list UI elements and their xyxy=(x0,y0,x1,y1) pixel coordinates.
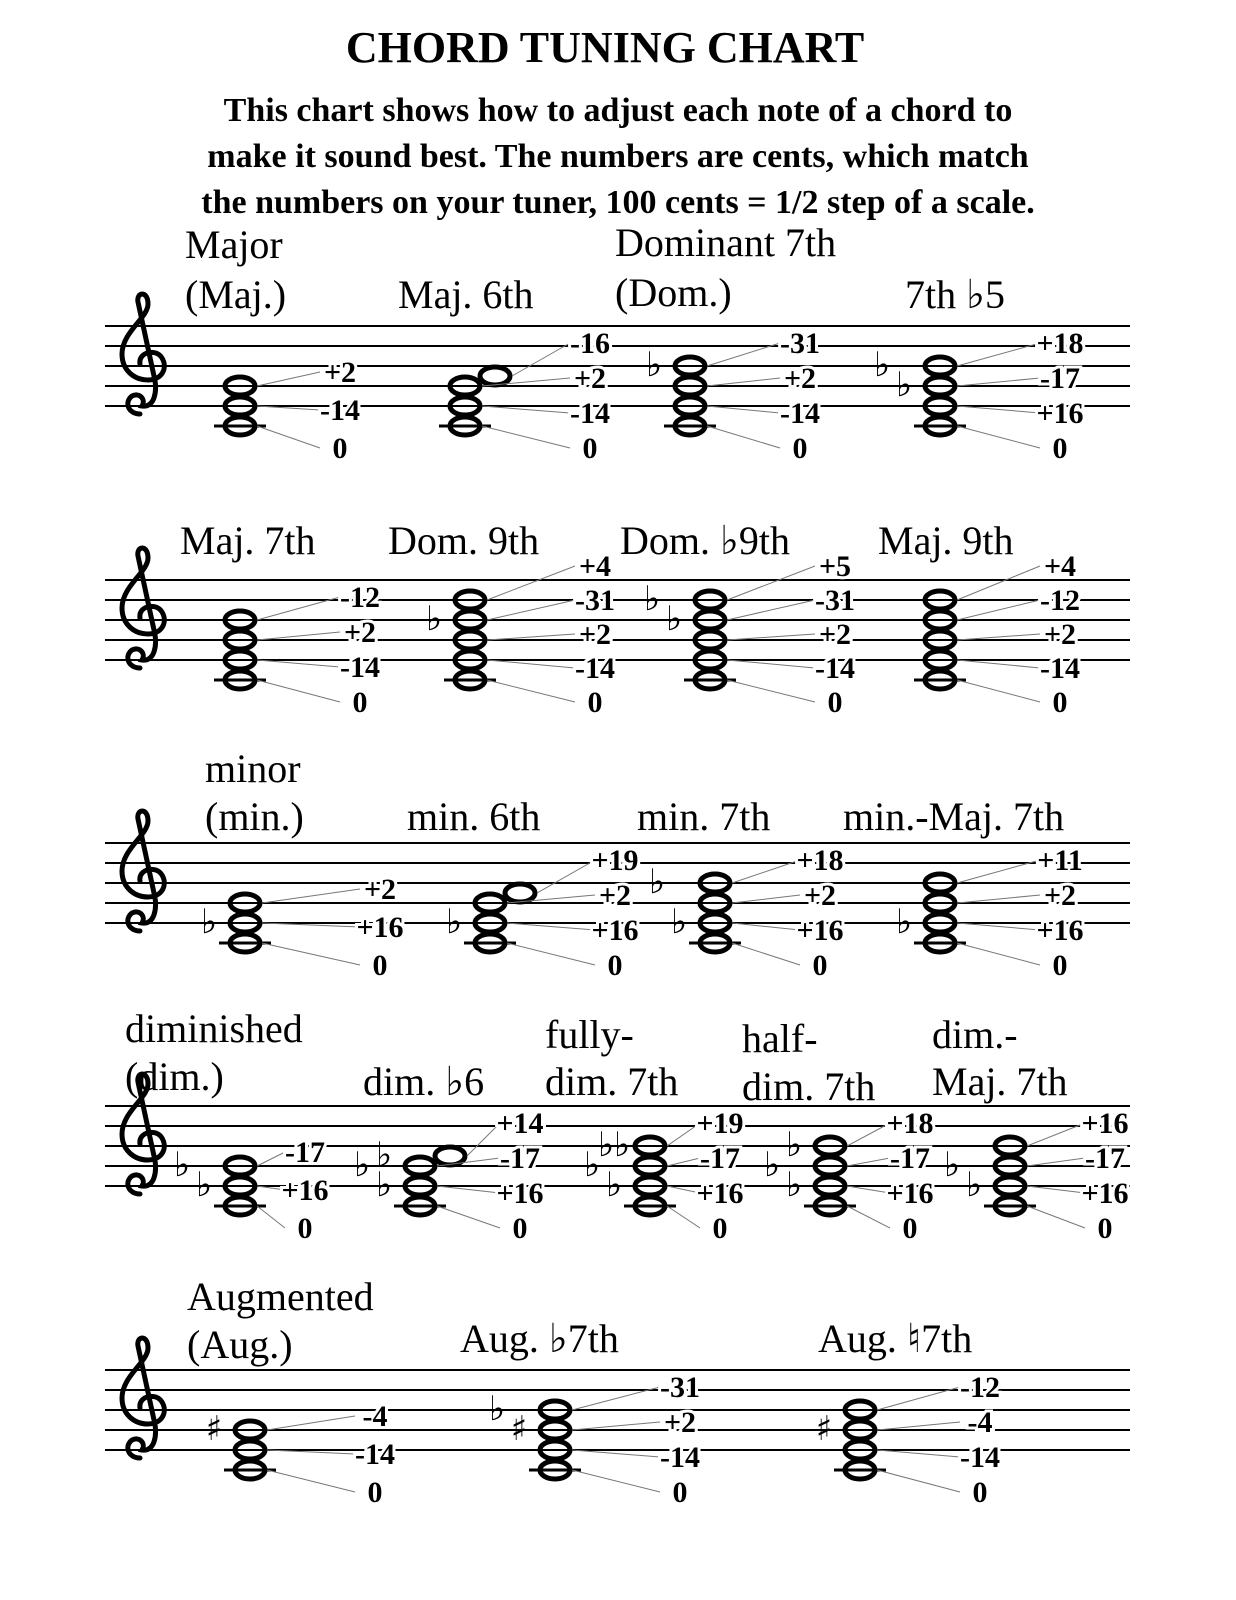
leader-line xyxy=(877,1450,960,1457)
cents-value: -16 xyxy=(570,327,610,360)
flat-icon: ♭ xyxy=(763,1145,781,1185)
flat-icon: ♭ xyxy=(785,1165,803,1205)
chord-name-label: Augmented xyxy=(187,1274,374,1319)
flat-icon: ♭ xyxy=(895,902,913,942)
chord-name-label: (Aug.) xyxy=(187,1322,293,1367)
intro-line: the numbers on your tuner, 100 cents = 1/2 step of a scale. xyxy=(201,184,1035,221)
cents-value: +2 xyxy=(598,879,632,912)
leader-line xyxy=(847,1158,890,1166)
cents-value: +16 xyxy=(1081,1177,1129,1210)
leader-line xyxy=(487,660,575,668)
leader-line xyxy=(467,1123,500,1156)
leader-line xyxy=(727,680,815,702)
cents-value: -17 xyxy=(700,1142,740,1175)
leader-line xyxy=(1027,1186,1085,1193)
cents-value: 0 xyxy=(1052,432,1068,465)
cents-value: +18 xyxy=(1036,327,1084,360)
leader-line xyxy=(957,600,1040,620)
cents-value: 0 xyxy=(582,432,598,465)
cents-value: -14 xyxy=(320,394,360,427)
cents-value: 0 xyxy=(607,949,623,982)
cents-value: +2 xyxy=(573,362,607,395)
intro-line: make it sound best. The numbers are cents, which match xyxy=(207,138,1029,175)
treble-clef-icon xyxy=(122,1338,164,1458)
chord-name-label: Aug. ♭7th xyxy=(460,1316,619,1361)
leader-line xyxy=(732,895,800,903)
leader-line xyxy=(1027,1158,1085,1166)
chord-name-label: Maj. 7th xyxy=(932,1059,1068,1104)
cents-value: -17 xyxy=(1040,362,1080,395)
cents-value: -17 xyxy=(285,1136,325,1169)
cents-value: 0 xyxy=(672,1476,688,1509)
leader-line xyxy=(512,343,570,376)
cents-value: -14 xyxy=(570,397,610,430)
flat-icon: ♭ xyxy=(665,599,683,639)
leader-line xyxy=(957,426,1040,448)
cents-value: +4 xyxy=(578,550,612,583)
leader-line xyxy=(847,1206,890,1228)
leader-line xyxy=(727,660,815,668)
cents-value: +11 xyxy=(1037,844,1083,877)
cents-value: -31 xyxy=(780,327,820,360)
leader-line xyxy=(1027,1206,1085,1228)
flat-icon: ♭ xyxy=(375,1165,393,1205)
cents-value: +2 xyxy=(323,356,357,389)
cents-value: +16 xyxy=(1081,1107,1129,1140)
cents-value: -17 xyxy=(500,1142,540,1175)
chord-name-label: min. 7th xyxy=(637,794,771,839)
leader-line xyxy=(957,378,1040,386)
cents-value: -14 xyxy=(1040,652,1080,685)
leader-line xyxy=(727,600,815,620)
cents-value: +16 xyxy=(356,911,404,944)
leader-line xyxy=(262,943,360,965)
leader-line xyxy=(957,660,1040,668)
cents-value: -12 xyxy=(960,1371,1000,1404)
cents-value: 0 xyxy=(332,432,348,465)
cents-value: +16 xyxy=(496,1177,544,1210)
cents-value: +5 xyxy=(818,550,852,583)
cents-value: 0 xyxy=(792,432,808,465)
cents-value: -17 xyxy=(890,1142,930,1175)
chord-name-label: minor xyxy=(205,746,301,791)
cents-value: -14 xyxy=(660,1441,700,1474)
cents-value: 0 xyxy=(712,1212,728,1245)
leader-line xyxy=(732,923,800,930)
leader-line xyxy=(257,1152,285,1166)
chord-name-label: Aug. ♮7th xyxy=(818,1316,973,1361)
leader-line xyxy=(572,1470,660,1492)
flat-icon: ♭ xyxy=(670,902,688,942)
chord-name-label: fully- xyxy=(545,1012,634,1057)
cents-value: +2 xyxy=(663,1406,697,1439)
cents-value: +16 xyxy=(886,1177,934,1210)
cents-value: -4 xyxy=(967,1406,993,1439)
cents-value: 0 xyxy=(1097,1212,1113,1245)
chord-name-label: (min.) xyxy=(205,794,304,839)
leader-line xyxy=(877,1470,960,1492)
leader-line xyxy=(957,680,1040,702)
cents-value: -17 xyxy=(1085,1142,1125,1175)
whole-note xyxy=(480,367,510,385)
leader-line xyxy=(257,680,340,702)
leader-line xyxy=(667,1186,700,1193)
leader-line xyxy=(957,943,1040,965)
chord-name-label: (Dom.) xyxy=(615,270,732,315)
cents-value: 0 xyxy=(512,1212,528,1245)
leader-line xyxy=(507,895,595,903)
cents-value: +16 xyxy=(1036,397,1084,430)
sharp-icon: ♯ xyxy=(815,1409,833,1449)
flat-icon: ♭ xyxy=(648,862,666,902)
leader-line xyxy=(707,406,780,413)
leader-line xyxy=(487,680,575,702)
treble-clef-icon xyxy=(122,294,164,414)
chord-name-label: dim. 7th xyxy=(545,1059,679,1104)
cents-value: -14 xyxy=(780,397,820,430)
cents-value: +14 xyxy=(496,1107,544,1140)
chord-name-label: min. 6th xyxy=(407,794,541,839)
flat-icon: ♭ xyxy=(583,1145,601,1185)
leader-line xyxy=(487,600,575,620)
flat-icon: ♭ xyxy=(445,902,463,942)
cents-value: -12 xyxy=(1040,584,1080,617)
cents-value: +2 xyxy=(818,618,852,651)
chord-name-label: min.-Maj. 7th xyxy=(843,794,1065,839)
doubleflat-icon: ♭♭ xyxy=(597,1125,631,1165)
cents-value: -4 xyxy=(362,1400,388,1433)
leader-line xyxy=(572,1450,660,1457)
flat-icon: ♭ xyxy=(785,1125,803,1165)
cents-value: 0 xyxy=(587,686,603,719)
sharp-icon: ♯ xyxy=(205,1409,223,1449)
flat-icon: ♭ xyxy=(895,365,913,405)
chord-name-label: Maj. 9th xyxy=(878,518,1014,563)
cents-value: +2 xyxy=(363,873,397,906)
cents-value: 0 xyxy=(352,686,368,719)
chord-name-label: (dim.) xyxy=(125,1054,224,1099)
flat-icon: ♭ xyxy=(643,579,661,619)
whole-note xyxy=(505,884,535,902)
leader-line xyxy=(847,1186,890,1193)
cents-value: -14 xyxy=(575,652,615,685)
cents-value: 0 xyxy=(902,1212,918,1245)
cents-value: +18 xyxy=(886,1107,934,1140)
cents-value: +2 xyxy=(783,362,817,395)
leader-line xyxy=(707,378,780,386)
leader-line xyxy=(257,372,320,386)
cents-value: 0 xyxy=(972,1476,988,1509)
leader-line xyxy=(957,895,1040,903)
leader-line xyxy=(487,566,575,600)
cents-value: 0 xyxy=(367,1476,383,1509)
cents-value: 0 xyxy=(1052,949,1068,982)
flat-icon: ♭ xyxy=(173,1145,191,1185)
cents-value: +18 xyxy=(796,844,844,877)
leader-line xyxy=(482,406,570,413)
leader-line xyxy=(257,1206,285,1228)
cents-value: 0 xyxy=(827,686,843,719)
leader-line xyxy=(257,660,340,667)
chord-name-label: Maj. 6th xyxy=(398,272,534,317)
leader-line xyxy=(257,632,340,640)
leader-line xyxy=(507,923,595,930)
leader-line xyxy=(957,923,1040,930)
cents-value: -14 xyxy=(355,1438,395,1471)
cents-value: 0 xyxy=(372,949,388,982)
leader-line xyxy=(267,1416,355,1430)
chord-name-label: Maj. 7th xyxy=(180,518,316,563)
cents-value: -14 xyxy=(340,651,380,684)
cents-value: -31 xyxy=(575,584,615,617)
chord-name-label: Dom. ♭9th xyxy=(620,518,790,563)
flat-icon: ♭ xyxy=(943,1145,961,1185)
cents-value: +16 xyxy=(281,1174,329,1207)
leader-line xyxy=(437,1186,500,1193)
flat-icon: ♭ xyxy=(353,1145,371,1185)
leader-line xyxy=(732,943,800,965)
cents-value: +2 xyxy=(578,618,612,651)
treble-clef-icon xyxy=(122,811,164,931)
chord-name-label: dim. 7th xyxy=(742,1064,876,1109)
chord-name-label: dim. ♭6 xyxy=(363,1059,485,1104)
leader-line xyxy=(667,1158,700,1166)
cents-value: +16 xyxy=(696,1177,744,1210)
sharp-icon: ♯ xyxy=(510,1409,528,1449)
cents-value: -31 xyxy=(815,584,855,617)
whole-note xyxy=(435,1147,465,1165)
page-title: CHORD TUNING CHART xyxy=(345,23,865,72)
leader-line xyxy=(572,1422,660,1430)
chord-name-label: 7th ♭5 xyxy=(905,272,1005,317)
leader-line xyxy=(262,889,360,903)
cents-value: +4 xyxy=(1043,550,1077,583)
leader-line xyxy=(667,1206,700,1228)
flat-icon: ♭ xyxy=(645,345,663,385)
cents-value: -14 xyxy=(960,1441,1000,1474)
flat-icon: ♭ xyxy=(375,1135,393,1175)
chord-name-label: (Maj.) xyxy=(185,272,287,317)
cents-value: +2 xyxy=(1043,879,1077,912)
cents-value: +19 xyxy=(591,844,639,877)
cents-value: -14 xyxy=(815,652,855,685)
leader-line xyxy=(727,566,815,600)
leader-line xyxy=(507,943,595,965)
cents-value: -31 xyxy=(660,1371,700,1404)
cents-value: -12 xyxy=(340,581,380,614)
cents-value: 0 xyxy=(1052,686,1068,719)
flat-icon: ♭ xyxy=(200,902,218,942)
flat-icon: ♭ xyxy=(965,1165,983,1205)
cents-value: 0 xyxy=(297,1212,313,1245)
flat-icon: ♭ xyxy=(873,345,891,385)
intro-line: This chart shows how to adjust each note of a chord to xyxy=(223,92,1013,129)
cents-value: 0 xyxy=(812,949,828,982)
cents-value: +16 xyxy=(591,914,639,947)
cents-value: +2 xyxy=(1043,618,1077,651)
leader-line xyxy=(537,860,595,893)
flat-icon: ♭ xyxy=(605,1165,623,1205)
leader-line xyxy=(707,426,780,448)
flat-icon: ♭ xyxy=(425,599,443,639)
chord-name-label: Dom. 9th xyxy=(388,518,540,563)
chord-name-label: Major xyxy=(185,222,283,267)
treble-clef-icon xyxy=(122,548,164,668)
cents-value: +16 xyxy=(796,914,844,947)
flat-icon: ♭ xyxy=(488,1389,506,1429)
leader-line xyxy=(957,566,1040,600)
chord-name-label: dim.- xyxy=(932,1012,1018,1057)
cents-value: +2 xyxy=(343,616,377,649)
leader-line xyxy=(257,426,320,448)
chord-name-label: diminished xyxy=(125,1006,303,1051)
chord-name-label: Dominant 7th xyxy=(615,220,837,265)
leader-line xyxy=(437,1206,500,1228)
leader-line xyxy=(482,378,570,386)
leader-line xyxy=(482,426,570,448)
leader-line xyxy=(957,406,1040,413)
leader-line xyxy=(877,1422,960,1430)
cents-value: +19 xyxy=(696,1107,744,1140)
cents-value: +16 xyxy=(1036,914,1084,947)
leader-line xyxy=(437,1158,500,1166)
flat-icon: ♭ xyxy=(195,1165,213,1205)
leader-line xyxy=(267,1470,355,1492)
cents-value: +2 xyxy=(803,879,837,912)
chord-name-label: half- xyxy=(742,1016,818,1061)
